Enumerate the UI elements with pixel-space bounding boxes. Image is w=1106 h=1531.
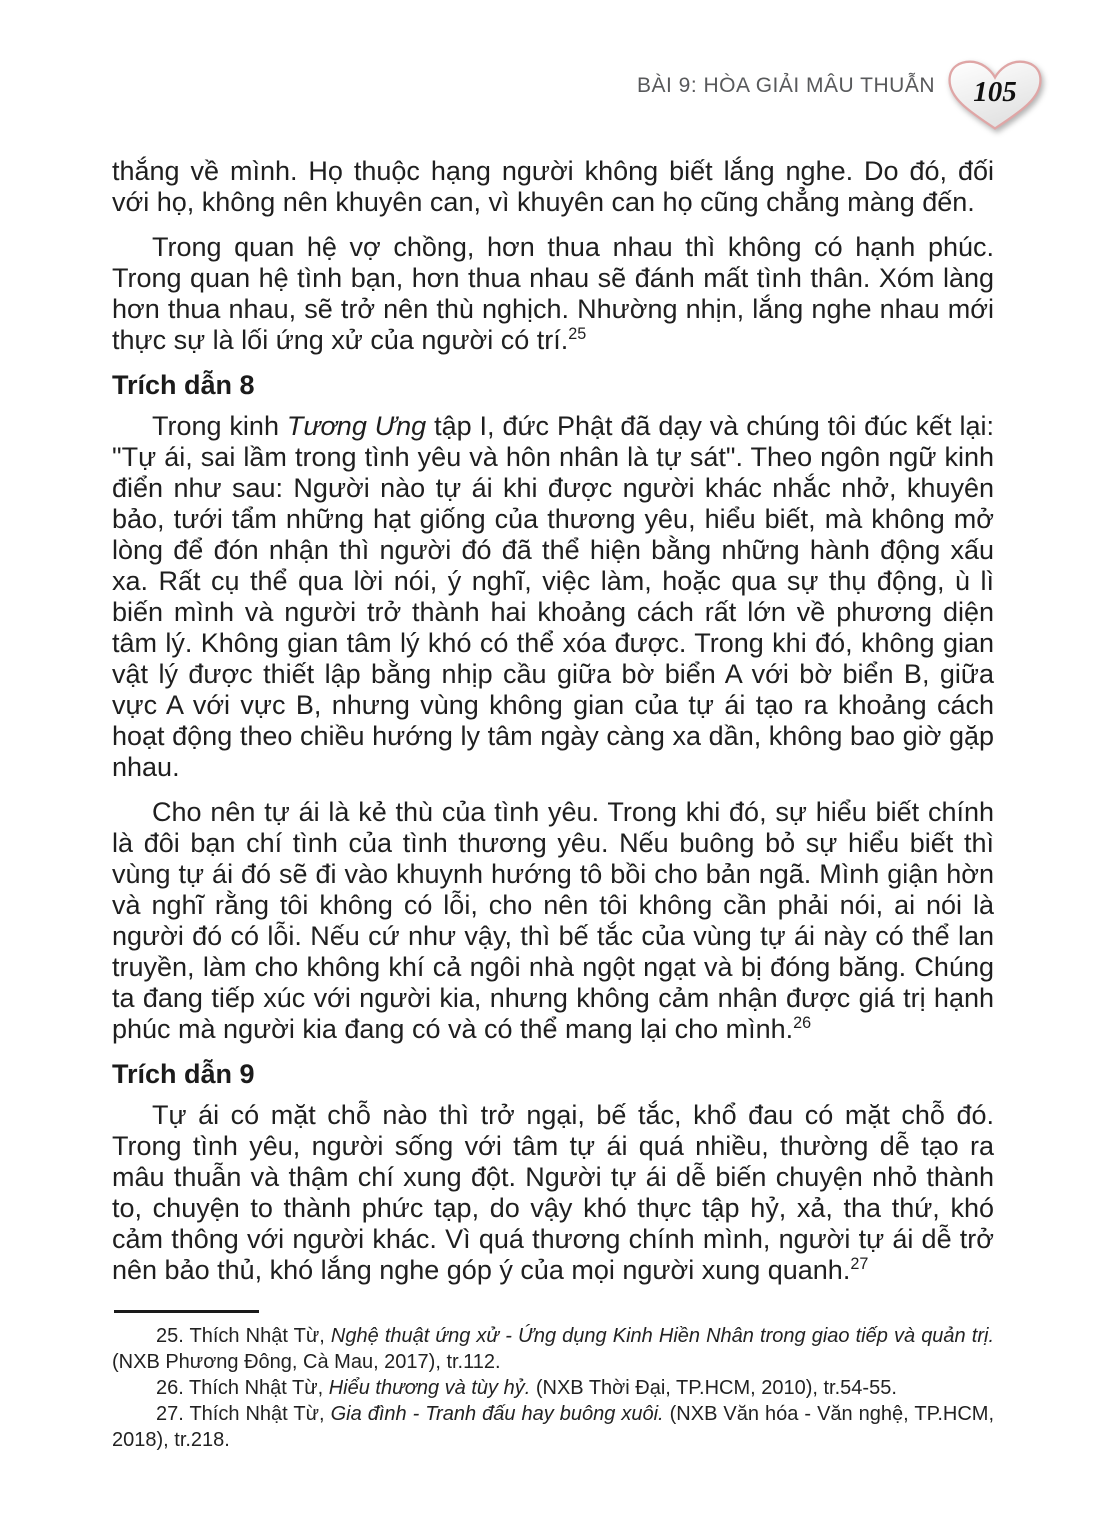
section-heading-trich-dan-8: Trích dẫn 8	[112, 370, 255, 400]
paragraph: Trong quan hệ vợ chồng, hơn thua nhau thì không có hạnh phúc. Trong quan hệ tình bạn, hơn thua nhau sẽ đánh mất tình thân. Xóm làng hơn thua nhau, sẽ trở nên thù nghịch. Nhường nhịn, lắng nghe nhau mới thực sự là lối ứng xử của người có trí.$^{25}$	[112, 232, 994, 355]
footnote-25: 25. Thích Nhật Từ, Nghệ thuật ứng xử - Ứng dụng Kinh Hiền Nhân trong giao tiếp và quản trị. (NXB Phương Đông, Cà Mau, 2017), tr.112.	[112, 1325, 994, 1373]
body-text	[112, 156, 994, 1286]
page-number-badge	[944, 56, 1046, 136]
paragraph: Cho nên tự ái là kẻ thù của tình yêu. Trong khi đó, sự hiểu biết chính là đôi bạn chí tình của tình thương yêu. Nếu buông bỏ sự hiểu biết thì vùng tự ái đó sẽ đi vào khuynh hướng tô bồi cho bản ngã. Mình giận hờn và nghĩ rằng tôi không có lỗi, cho nên tôi không cần phải nói, ai nói là người đó có lỗi. Nếu cứ như vậy, thì bế tắc của vùng tự ái này có thể lan truyền, làm cho không khí cả ngôi nhà ngột ngạt và bị đóng băng. Chúng ta đang tiếp xúc với người kia, nhưng không cảm nhận được giá trị hạnh phúc mà người kia đang có và có thể mang lại cho mình.$^{26}$	[112, 797, 994, 1044]
section-heading-trich-dan-9: Trích dẫn 9	[112, 1059, 255, 1089]
footnotes	[112, 1310, 994, 1453]
footnote-divider	[114, 1310, 259, 1313]
page-header	[0, 0, 1106, 140]
footnote-26: 26. Thích Nhật Từ, Hiểu thương và tùy hỷ. (NXB Thời Đại, TP.HCM, 2010), tr.54-55.	[156, 1377, 897, 1399]
paragraph: Tự ái có mặt chỗ nào thì trở ngại, bế tắc, khổ đau có mặt chỗ đó. Trong tình yêu, người sống với tâm tự ái quá nhiều, thường dễ tạo ra mâu thuẫn và thậm chí xung đột. Người tự ái dễ biến chuyện nhỏ thành to, chuyện to thành phức tạp, do vậy khó thực tập hỷ, xả, tha thứ, khó cảm thông với người khác. Vì quá thương chính mình, người tự ái dễ trở nên bảo thủ, khó lắng nghe góp ý của mọi người xung quanh.$^{27}$	[112, 1100, 994, 1285]
chapter-title: BÀI 9: HÒA GIẢI MÂU THUẪN	[636, 74, 935, 97]
page-number: 105	[973, 76, 1017, 108]
paragraph: Trong kinh Tương Ưng tập I, đức Phật đã dạy và chúng tôi đúc kết lại: "Tự ái, sai lầm trong tình yêu và hôn nhân là tự sát". Theo ngôn ngữ kinh điển như sau: Người nào tự ái khi được người khác nhắc nhở, khuyên bảo, tưới tẩm những hạt giống của thương yêu, hiểu biết, mà không mở lòng để đón nhận thì người đó đã thể hiện bằng những hành động xấu xa. Rất cụ thể qua lời nói, ý nghĩ, việc làm, hoặc qua sự thụ động, ù lì biến mình và người trở thành hai khoảng cách rất lớn về phương diện tâm lý. Không gian tâm lý khó có thể xóa được. Trong khi đó, không gian vật lý được thiết lập bằng nhịp cầu giữa bờ biển A với bờ biển B, giữa vực A với vực B, nhưng vùng không gian của tự ái tạo ra khoảng cách hoạt động theo chiều hướng ly tâm ngày càng xa dần, không bao giờ gặp nhau.	[112, 411, 994, 782]
footnote-27: 27. Thích Nhật Từ, Gia đình - Tranh đấu hay buông xuôi. (NXB Văn hóa - Văn nghệ, TP.HCM, 2018), tr.218.	[112, 1403, 995, 1451]
paragraph-continuation: thắng về mình. Họ thuộc hạng người không biết lắng nghe. Do đó, đối với họ, không nên khuyên can, vì khuyên can họ cũng chẳng màng đến.	[112, 156, 994, 217]
